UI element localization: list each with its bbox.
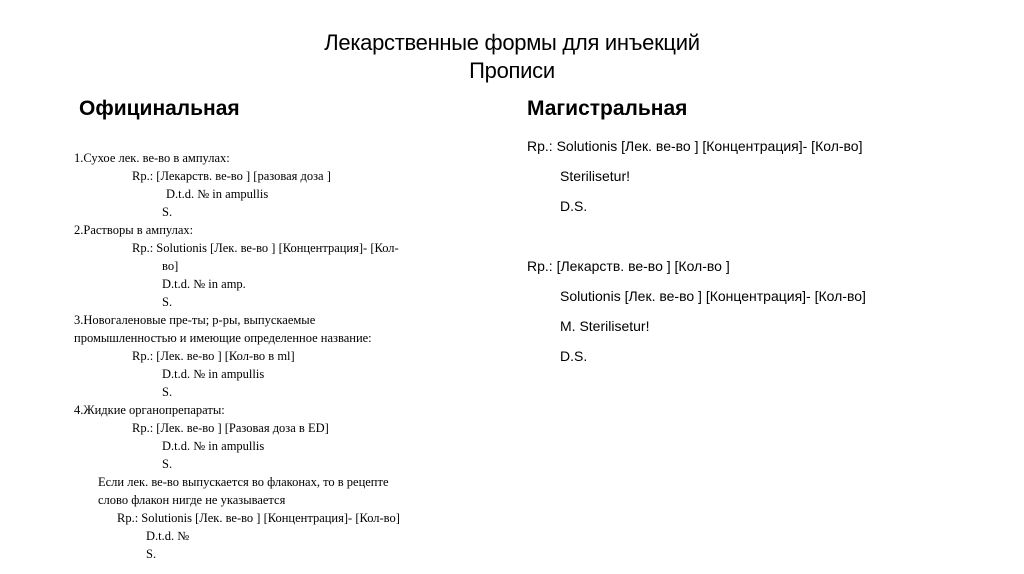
officinal-line: Rp.: Solutionis [Лек. ве-во ] [Концентрация]- [Кол-во] (117, 511, 400, 525)
officinal-line: 4.Жидкие органопрепараты: (74, 403, 225, 417)
officinal-line: S. (162, 385, 173, 399)
officinal-line: D.t.d. № in ampullis (166, 187, 269, 201)
magistral-line: Rp.: Solutionis [Лек. ве-во ] [Концентрация]- [Кол-во] (527, 138, 863, 154)
magistral-heading: Магистральная (527, 97, 688, 120)
officinal-line: S. (162, 295, 173, 309)
magistral-prescriptions (527, 131, 997, 371)
magistral-line: Solutionis [Лек. ве-во ] [Концентрация]- [Кол-во] (560, 288, 866, 304)
officinal-line: 2.Растворы в ампулах: (74, 223, 194, 237)
officinal-line: 1.Сухое лек. ве-во в ампулах: (74, 151, 230, 165)
officinal-line: D.t.d. № (146, 529, 190, 543)
officinal-line: D.t.d. № in amp. (162, 277, 246, 291)
officinal-line: D.t.d. № in ampullis (162, 367, 265, 381)
magistral-line: M. Sterilisetur! (560, 318, 650, 334)
magistral-spacer (527, 221, 997, 251)
officinal-line: 3.Новогаленовые пре-ты; р-ры, выпускаемые (74, 313, 316, 327)
magistral-line: Rp.: [Лекарств. ве-во ] [Кол-во ] (527, 258, 730, 274)
officinal-line: S. (146, 547, 157, 561)
officinal-line: слово флакон нигде не указывается (98, 493, 286, 507)
officinal-line: промышленностью и имеющие определенное название: (74, 331, 372, 345)
slide-title-line-2: Прописи (469, 58, 555, 83)
slide-title (0, 29, 1024, 85)
officinal-line: Rp.: [Лекарств. ве-во ] [разовая доза ] (132, 169, 331, 183)
magistral-line: D.S. (560, 348, 588, 364)
officinal-line: Rp.: Solutionis [Лек. ве-во ] [Концентрация]- [Кол- (132, 241, 399, 255)
officinal-heading: Официнальная (79, 97, 240, 120)
officinal-line: во] (162, 259, 179, 273)
officinal-line: S. (162, 205, 173, 219)
magistral-line: Sterilisetur! (560, 168, 631, 184)
officinal-line: Rp.: [Лек. ве-во ] [Разовая доза в ED] (132, 421, 329, 435)
officinal-prescriptions (74, 149, 474, 563)
officinal-line: D.t.d. № in ampullis (162, 439, 265, 453)
slide-title-line-1: Лекарственные формы для инъекций (324, 30, 700, 55)
officinal-line: S. (162, 457, 173, 471)
magistral-line: D.S. (560, 198, 588, 214)
officinal-line: Если лек. ве-во выпускается во флаконах, то в рецепте (98, 475, 389, 489)
officinal-line: Rp.: [Лек. ве-во ] [Кол-во в ml] (132, 349, 295, 363)
